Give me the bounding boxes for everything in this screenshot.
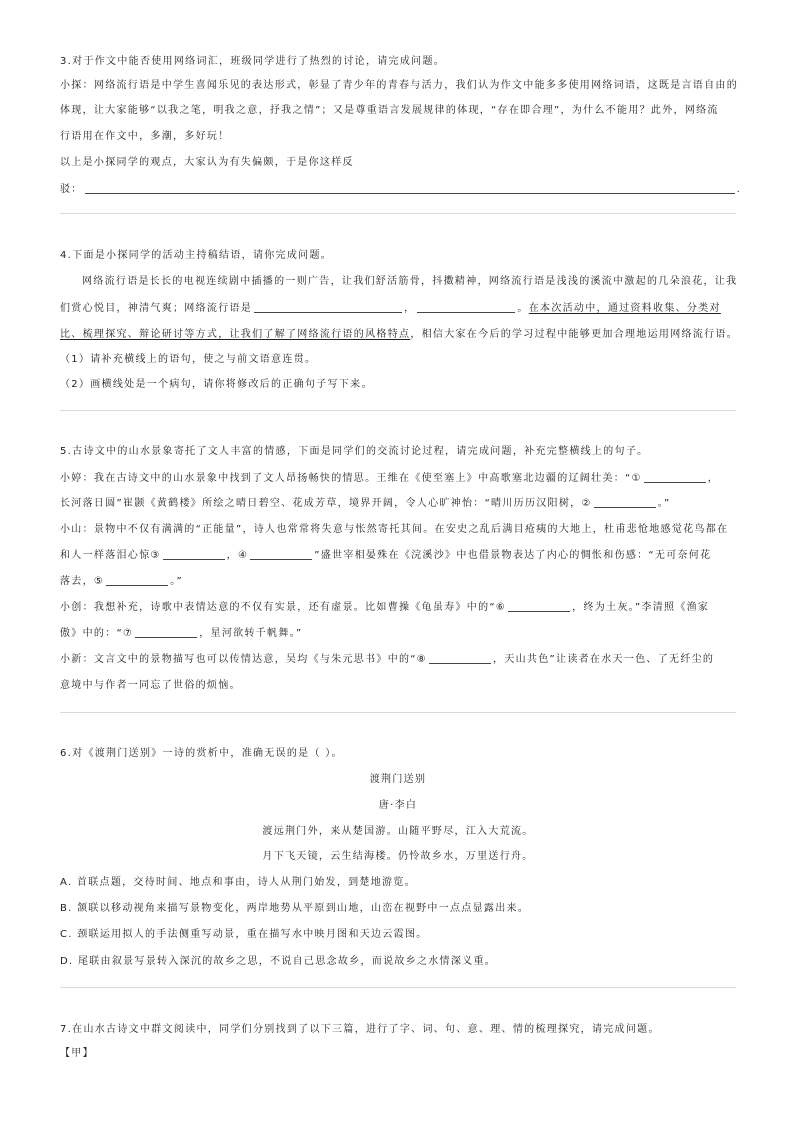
q6-option-c: C. 颈联运用拟人的手法侧重写动景，重在描写水中映月图和天边云霞图。 — [60, 929, 428, 940]
q5-text: ”盛世宰相晏殊在《浣溪沙》中也借景物表达了内心的惆怅和伤感：“无可奈何花 — [314, 550, 712, 561]
q5-text: 。” — [657, 498, 671, 509]
q3-answer-end: . — [736, 184, 742, 195]
q5-line-5 — [60, 575, 750, 589]
q4-subquestion-2: （2）画横线处是一个病句，请你将修改后的正确句子写下来。 — [60, 379, 373, 390]
q7-title: 7.在山水古诗文中群文阅读中，同学们分别找到了以下三篇，进行了字、词、句、意、理、情的梳理探究，请完成问题。 — [60, 1024, 660, 1035]
q5-text: ，④ — [226, 550, 249, 561]
q5-blank-2 — [594, 497, 656, 508]
q3-line-4: 以上是小探同学的观点，大家认为有失偏颇，于是你这样反 — [60, 157, 354, 168]
divider — [60, 410, 736, 411]
q5-line-8 — [60, 653, 750, 667]
q4-blank-2 — [417, 302, 515, 313]
q4-paragraph-line-3 — [60, 328, 750, 342]
q5-text: 落去，⑤ — [60, 576, 105, 587]
q3-line-3: 行语用在作文中，多潮，多好玩！ — [60, 131, 230, 142]
q4-text: 们赏心悦目，神清气爽；网络流行语是 — [60, 303, 253, 314]
q3-answer-label: 驳： — [60, 184, 83, 195]
q5-line-3: 小山：景物中不仅有满满的“正能量”，诗人也常常将失意与怅然寄托其间。在安史之乱后满目疮痍的大地上，杜甫悲怆地感觉花鸟都在 — [60, 524, 729, 535]
q3-title: 3.对于作文中能否使用网络词汇，班级同学进行了热烈的讨论，请完成问题。 — [60, 56, 446, 67]
q5-blank-5 — [106, 575, 168, 586]
q6-option-b: B. 颔联以移动视角来描写景物变化，两岸地势从平原到山地，山峦在视野中一点点显露出来。 — [60, 903, 530, 914]
divider — [60, 213, 736, 214]
q5-text: 小婷：我在古诗文中的山水景象中找到了文人昂扬畅快的情思。王维在《使至塞上》中高歌塞北边疆的辽阔壮美：“① — [60, 473, 642, 484]
q5-line-6 — [60, 601, 750, 615]
q3-line-2: 体现，让大家能够“以我之笔，明我之意，抒我之情”；又是尊重语言发展规律的体现，“存在即合理”，为什么不能用？此外，网络流 — [60, 105, 719, 116]
q5-blank-4 — [250, 549, 312, 560]
q5-text: 。” — [170, 576, 183, 587]
divider — [60, 987, 736, 988]
q5-line-4 — [60, 549, 750, 563]
q5-line-1 — [60, 472, 750, 486]
q5-text: ，终为土灰。”李清照《渔家 — [572, 602, 710, 613]
q4-period: 。 — [517, 303, 529, 314]
q5-blank-3 — [163, 549, 225, 560]
q5-text: ， — [707, 473, 720, 484]
q3-line-1: 小探：网络流行语是中学生喜闻乐见的表达形式，彰显了青少年的青春与活力，我们认为作文中能多多使用网络词语，这既是言语自由的 — [60, 80, 738, 91]
q5-text: ，星河欲转千帆舞。” — [199, 628, 303, 639]
q4-comma: ， — [404, 303, 416, 314]
q4-text-rest: ，相信大家在今后的学习过程中能够更加合理地运用网络流行语。 — [410, 329, 739, 340]
q5-text: 小创：我想补充，诗歌中表情达意的不仅有实景，还有虚景。比如曹操《龟虽寿》中的“⑥ — [60, 602, 507, 613]
poem-line-1: 渡远荆门外，来从楚国游。山随平野尽，江入大荒流。 — [262, 826, 534, 837]
q5-text: 长河落日圆”崔颢《黄鹤楼》所绘之晴日碧空、花成芳草，境界开阔，令人心旷神怡：“晴川历历汉阳树，② — [60, 498, 592, 509]
q5-line-9: 意境中与作者一同忘了世俗的烦恼。 — [60, 680, 241, 691]
poem-title: 渡荆门送别 — [369, 774, 427, 785]
q5-blank-7 — [135, 627, 197, 638]
q4-paragraph-line-1: 网络流行语是长长的电视连续剧中插播的一则广告，让我们舒活筋骨，抖擞精神，网络流行语是浅浅的溪流中激起的几朵浪花，让我 — [82, 276, 738, 287]
divider — [60, 712, 736, 713]
q5-blank-8 — [429, 653, 491, 664]
poem-author: 唐·李白 — [378, 800, 418, 811]
q5-blank-6 — [508, 601, 570, 612]
q3-answer-blank — [85, 183, 735, 194]
q5-blank-1 — [644, 472, 706, 483]
q4-paragraph-line-2 — [60, 302, 750, 316]
q6-option-d: D. 尾联由叙景写景转入深沉的故乡之思，不说自己思念故乡，而说故乡之水情深义重。 — [60, 956, 497, 967]
q4-underlined-sentence-part-2: 比、梳理探究、辩论研讨等方式，让我们了解了网络流行语的风格特点 — [60, 329, 411, 340]
q5-text: 小新：文言文中的景物描写也可以传情达意，吴均《与朱元思书》中的“⑧ — [60, 654, 428, 665]
q7-section-label: 【甲】 — [60, 1048, 94, 1059]
q5-text: 傲》中的：“⑦ — [60, 628, 134, 639]
q4-title: 4.下面是小探同学的活动主持稿结语，请你完成问题。 — [60, 250, 333, 261]
poem-line-2: 月下飞天镜，云生结海楼。仍怜故乡水，万里送行舟。 — [262, 851, 534, 862]
q4-blank-1 — [254, 302, 402, 313]
q3-answer-line — [60, 183, 750, 197]
q6-option-a: A. 首联点题，交待时间、地点和事由，诗人从荆门始发，到楚地游览。 — [60, 877, 416, 888]
q5-text: 和人一样落泪心惊③ — [60, 550, 161, 561]
q5-title: 5.古诗文中的山水景象寄托了文人丰富的情感，下面是同学们的交流讨论过程，请完成问题，补充完整横线上的句子。 — [60, 446, 649, 457]
q4-underlined-sentence-part-1: 在本次活动中，通过资料收集、分类对 — [528, 303, 721, 314]
q5-line-7 — [60, 627, 750, 641]
q5-text: ，天山共色”让读者在水天一色、了无纤尘的 — [493, 654, 715, 665]
q5-line-2 — [60, 497, 750, 511]
q6-title: 6.对《渡荆门送别》一诗的赏析中，准确无误的是（ ）。 — [60, 748, 343, 759]
q4-subquestion-1: （1）请补充横线上的语句，使之与前文语意连贯。 — [60, 354, 317, 365]
